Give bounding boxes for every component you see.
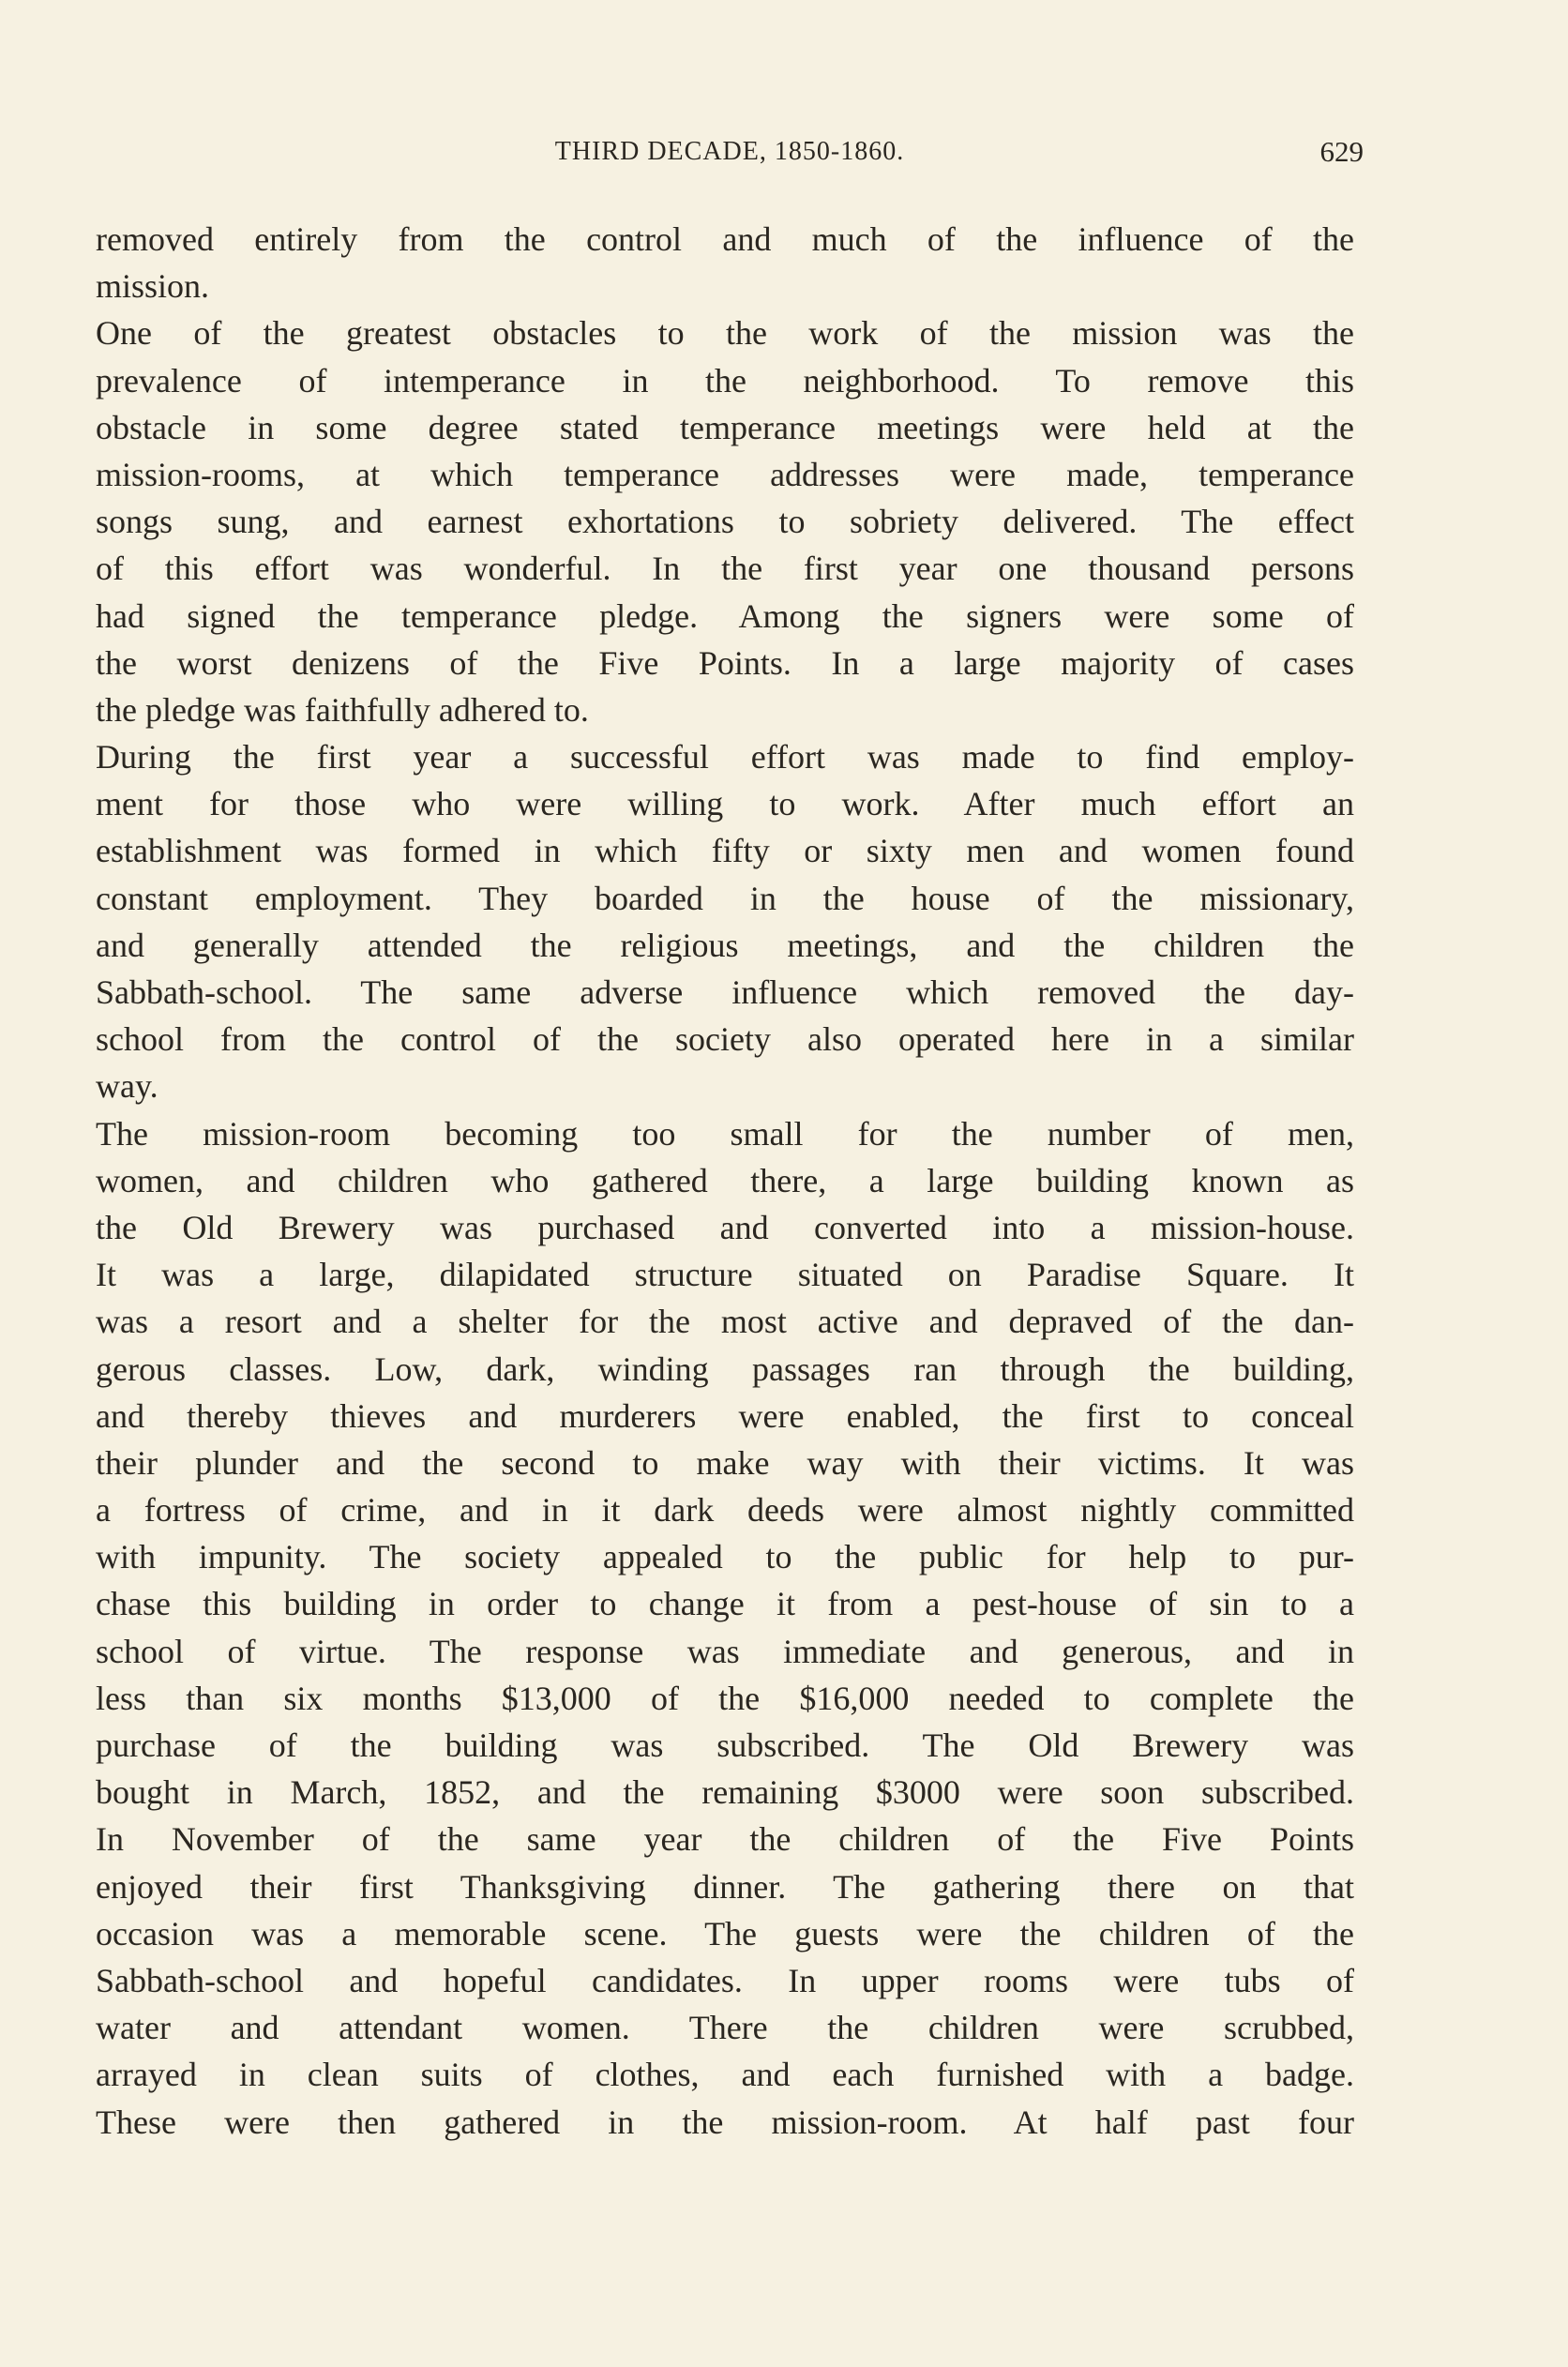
text-line: the pledge was faithfully adhered to. [96, 690, 589, 729]
text-line: enjoyed their first Thanksgiving dinner. The gathering there on that [96, 1867, 1354, 1906]
text-line: mission. [96, 267, 210, 306]
text-line: was a resort and a shelter for the most active and depraved of the dan- [96, 1303, 1354, 1341]
text-line: arrayed in clean suits of clothes, and each furnished with a badge. [96, 2056, 1354, 2094]
text-line: In November of the same year the children of the Five Points [96, 1820, 1354, 1859]
text-line: school of virtue. The response was immediate and generous, and in [96, 1632, 1354, 1670]
text-line: occasion was a memorable scene. The guests were the children of the [96, 1914, 1354, 1952]
text-line: women, and children who gathered there, a large building known as [96, 1161, 1354, 1199]
text-line: purchase of the building was subscribed. The Old Brewery was [96, 1726, 1354, 1764]
text-line: prevalence of intemperance in the neighborhood. To remove this [96, 361, 1354, 400]
text-line: One of the greatest obstacles to the work of the mission was the [96, 314, 1354, 353]
text-line: of this effort was wonderful. In the first year one thousand persons [96, 550, 1354, 588]
running-title: THIRD DECADE, 1850-1860. [554, 137, 905, 166]
text-line: had signed the temperance pledge. Among the signers were some of [96, 596, 1354, 635]
text-line: chase this building in order to change it from a pest-house of sin to a [96, 1585, 1354, 1623]
text-line: establishment was formed in which fifty or sixty men and women found [96, 832, 1354, 870]
text-line: the worst denizens of the Five Points. In a large majority of cases [96, 643, 1354, 682]
text-line: songs sung, and earnest exhortations to sobriety delivered. The effect [96, 503, 1354, 541]
running-head [96, 133, 1364, 171]
text-line: It was a large, dilapidated structure situated on Paradise Square. It [96, 1256, 1354, 1294]
text-line: a fortress of crime, and in it dark deeds were almost nightly committed [96, 1491, 1354, 1530]
text-line: water and attendant women. There the children were scrubbed, [96, 2009, 1354, 2047]
text-line: their plunder and the second to make way with their victims. It was [96, 1443, 1354, 1482]
text-line: Sabbath-school. The same adverse influence which removed the day- [96, 973, 1354, 1011]
text-line: During the first year a successful effort was made to find employ- [96, 738, 1354, 776]
body-text [96, 216, 1354, 2316]
text-line: with impunity. The society appealed to the public for help to pur- [96, 1538, 1354, 1576]
text-line: gerous classes. Low, dark, winding passages ran through the building, [96, 1349, 1354, 1388]
text-line: Sabbath-school and hopeful candidates. In upper rooms were tubs of [96, 1961, 1354, 1999]
text-line: removed entirely from the control and much of the influence of the [96, 220, 1354, 258]
text-line: less than six months $13,000 of the $16,000 needed to complete the [96, 1679, 1354, 1717]
page-number: 629 [1319, 135, 1364, 168]
text-line: and generally attended the religious meetings, and the children the [96, 926, 1354, 964]
text-line: the Old Brewery was purchased and converted into a mission-house. [96, 1208, 1354, 1246]
text-line: constant employment. They boarded in the house of the missionary, [96, 879, 1354, 917]
text-line: school from the control of the society also operated here in a similar [96, 1020, 1354, 1059]
text-line: obstacle in some degree stated temperance meetings were held at the [96, 408, 1354, 446]
text-line: bought in March, 1852, and the remaining $3000 were soon subscribed. [96, 1773, 1354, 1812]
text-line: These were then gathered in the mission-room. At half past four [96, 2103, 1354, 2141]
text-line: mission-rooms, at which temperance addresses were made, temperance [96, 455, 1354, 493]
text-line: The mission-room becoming too small for the number of men, [96, 1114, 1354, 1153]
text-line: and thereby thieves and murderers were enabled, the first to conceal [96, 1396, 1354, 1435]
text-line: ment for those who were willing to work. After much effort an [96, 785, 1354, 823]
text-line: way. [96, 1067, 158, 1106]
